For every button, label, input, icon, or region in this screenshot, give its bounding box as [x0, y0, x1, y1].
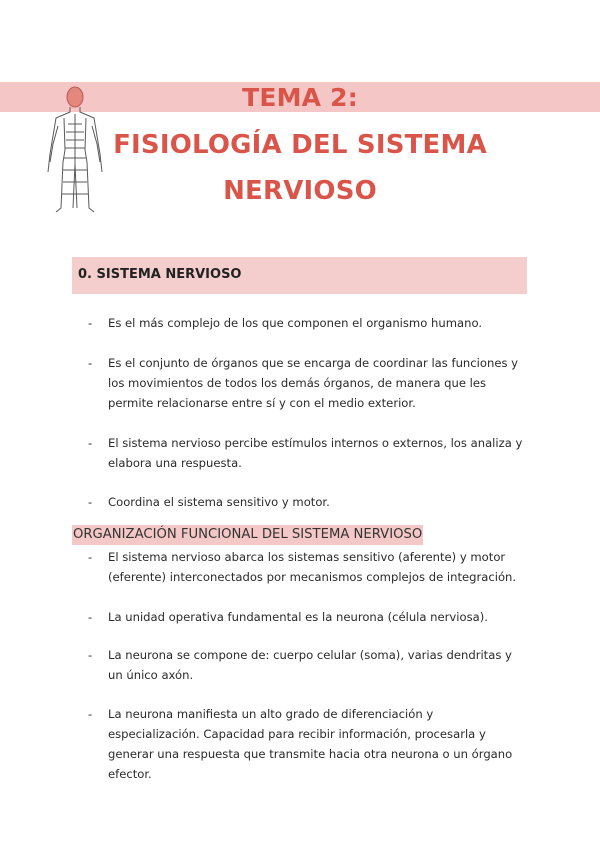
list-item-text: El sistema nervioso abarca los sistemas sensitivo (aferente) y motor (eferente) interconectados por mecanismos complejos de integración.: [108, 550, 517, 584]
title-line-1: TEMA 2:: [242, 83, 358, 112]
bullet-dash: -: [88, 550, 93, 564]
list-item: [88, 492, 528, 512]
bullet-dash: -: [88, 316, 93, 330]
title-line-3: NERVIOSO: [223, 176, 377, 206]
list-item: [88, 547, 528, 587]
bullet-dash: -: [88, 495, 93, 509]
list-item-text: Coordina el sistema sensitivo y motor.: [108, 495, 330, 509]
list-item-text: El sistema nervioso percibe estímulos internos o externos, los analiza y elabora una respuesta.: [108, 436, 523, 470]
title-line-2: FISIOLOGÍA DEL SISTEMA: [113, 130, 487, 160]
section-0-heading: 0. SISTEMA NERVIOSO: [78, 267, 242, 282]
list-item: [88, 353, 528, 413]
section-0-list: [88, 313, 528, 512]
bullet-dash: -: [88, 436, 93, 450]
list-item-text: Es el conjunto de órganos que se encarga de coordinar las funciones y los movimientos de todos los demás órganos, de manera que les permite relacionarse entre sí y con el medio exterior.: [108, 356, 519, 410]
list-item-text: La unidad operativa fundamental es la neurona (célula nerviosa).: [108, 610, 488, 624]
section-1-heading: ORGANIZACIÓN FUNCIONAL DEL SISTEMA NERVIOSO: [72, 525, 423, 545]
list-item: [88, 704, 528, 784]
list-item-text: Es el más complejo de los que componen el organismo humano.: [108, 316, 483, 330]
list-item: [88, 607, 528, 627]
list-item: [88, 433, 528, 473]
bullet-dash: -: [88, 707, 93, 721]
section-0-heading-box: [72, 257, 527, 294]
bullet-dash: -: [88, 610, 93, 624]
bullet-dash: -: [88, 648, 93, 662]
list-item: [88, 313, 528, 333]
list-item-text: La neurona manifiesta un alto grado de diferenciación y especialización. Capacidad para recibir información, procesarla y generar una respuesta que transmite hacia otra neurona o un órgano efector.: [108, 707, 513, 781]
list-item-text: La neurona se compone de: cuerpo celular (soma), varias dendritas y un único axón.: [108, 648, 512, 682]
section-1-list: [88, 547, 528, 784]
list-item: [88, 645, 528, 685]
bullet-dash: -: [88, 356, 93, 370]
